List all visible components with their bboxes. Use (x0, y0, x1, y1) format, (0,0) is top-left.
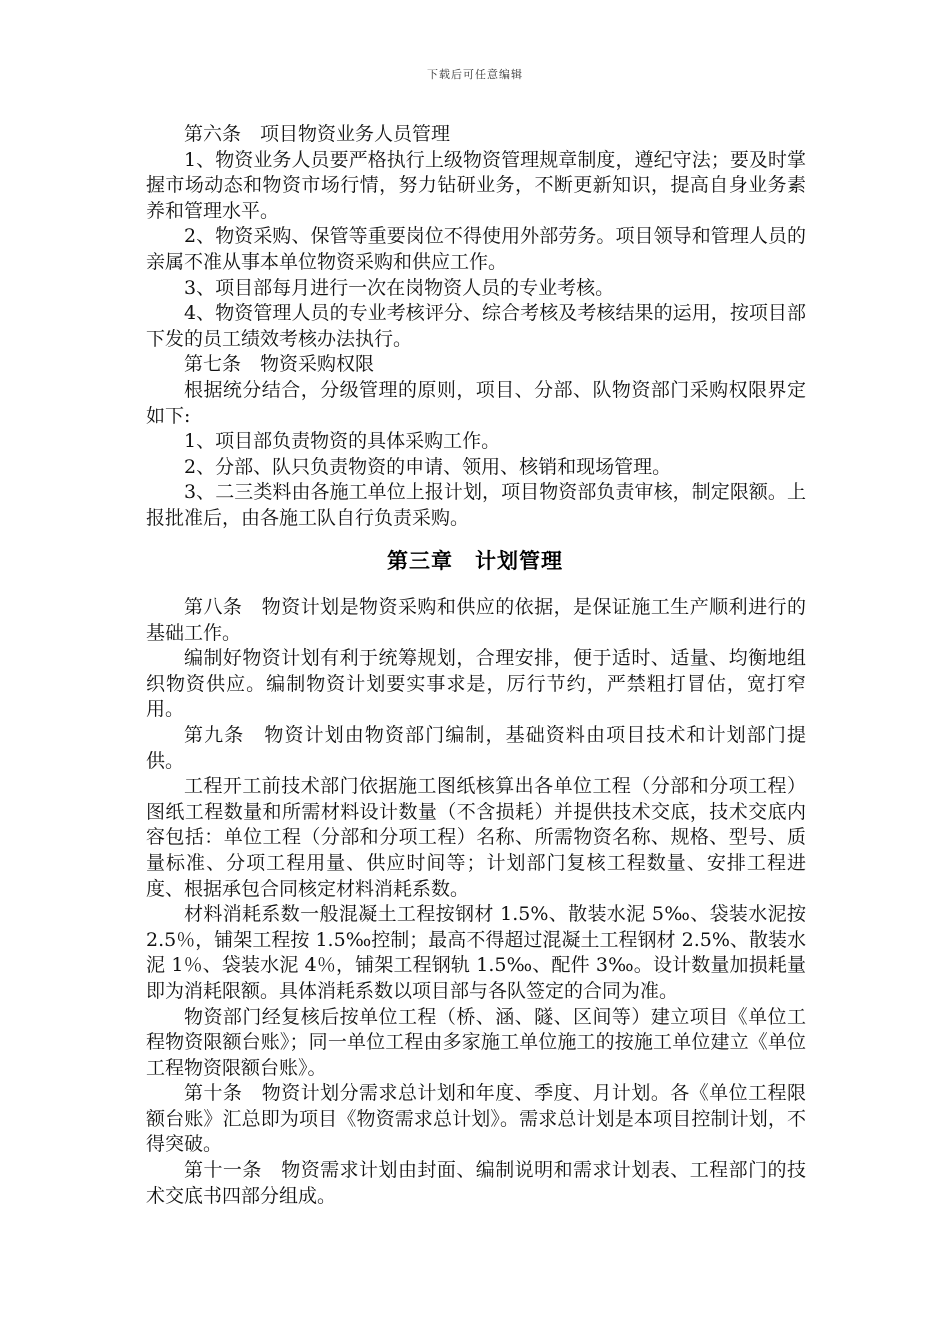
paragraph: 第九条 物资计划由物资部门编制，基础资料由项目技术和计划部门提供。 (146, 723, 806, 772)
article-block-2 (146, 595, 806, 1209)
paragraph: 第六条 项目物资业务人员管理 (184, 123, 451, 145)
paragraph: 3、项目部每月进行一次在岗物资人员的专业考核。 (184, 276, 615, 299)
paragraph: 编制好物资计划有利于统筹规划，合理安排，便于适时、适量、均衡地组织物资供应。编制物资计划要实事求是，厉行节约，严禁粗打冒估，宽打窄用。 (146, 647, 806, 721)
paragraph: 物资部门经复核后按单位工程（桥、涵、隧、区间等）建立项目《单位工程物资限额台账》；同一单位工程由多家施工单位施工的按施工单位建立《单位工程物资限额台账》。 (146, 1005, 806, 1079)
paragraph: 3、二三类料由各施工单位上报计划，项目物资部负责审核，制定限额。上报批准后，由各施工队自行负责采购。 (146, 481, 806, 529)
paragraph: 材料消耗系数一般混凝土工程按钢材 1.5%、散装水泥 5‰、袋装水泥按 2.5％，铺架工程按 1.5‰控制；最高不得超过混凝土工程钢材 2.5%、散装水泥 1％、袋装水泥 4％，铺架工程钢轨 1.5‰、配件 3‰。设计数量加损耗量即为消耗限额。具体消耗系数以项目部与各队签定的合同为准。 (146, 903, 806, 1002)
paragraph: 2、分部、队只负责物资的申请、领用、核销和现场管理。 (184, 455, 672, 478)
paragraph: 1、项目部负责物资的具体采购工作。 (184, 430, 501, 453)
paragraph: 第七条 物资采购权限 (184, 353, 375, 376)
chapter-title: 第三章 计划管理 (387, 549, 563, 573)
paragraph: 根据统分结合，分级管理的原则，项目、分部、队物资部门采购权限界定如下: (146, 378, 806, 427)
article-block-1 (146, 122, 806, 532)
paragraph: 第八条 物资计划是物资采购和供应的依据，是保证施工生产顺利进行的基础工作。 (146, 596, 806, 644)
paragraph: 2、物资采购、保管等重要岗位不得使用外部劳务。项目领导和管理人员的亲属不准从事本单位物资采购和供应工作。 (146, 225, 806, 273)
paragraph: 第十条 物资计划分需求总计划和年度、季度、月计划。各《单位工程限额台账》汇总即为项目《物资需求总计划》。需求总计划是本项目控制计划，不得突破。 (146, 1082, 806, 1156)
paragraph: 1、物资业务人员要严格执行上级物资管理规章制度，遵纪守法；要及时掌握市场动态和物资市场行情，努力钻研业务，不断更新知识，提高自身业务素养和管理水平。 (146, 148, 806, 222)
paragraph: 工程开工前技术部门依据施工图纸核算出各单位工程（分部和分项工程）图纸工程数量和所需材料设计数量（不含损耗）并提供技术交底，技术交底内容包括：单位工程（分部和分项工程）名称、所需物资名称、规格、型号、质量标准、分项工程用量、供应时间等；计划部门复核工程数量、安排工程进度、根据承包合同核定材料消耗系数。 (146, 775, 806, 900)
paragraph: 4、物资管理人员的专业考核评分、综合考核及考核结果的运用，按项目部下发的员工绩效考核办法执行。 (146, 302, 806, 350)
page-header-note: 下载后可任意编辑 (427, 68, 523, 81)
paragraph: 第十一条 物资需求计划由封面、编制说明和需求计划表、工程部门的技术交底书四部分组成。 (146, 1159, 806, 1207)
